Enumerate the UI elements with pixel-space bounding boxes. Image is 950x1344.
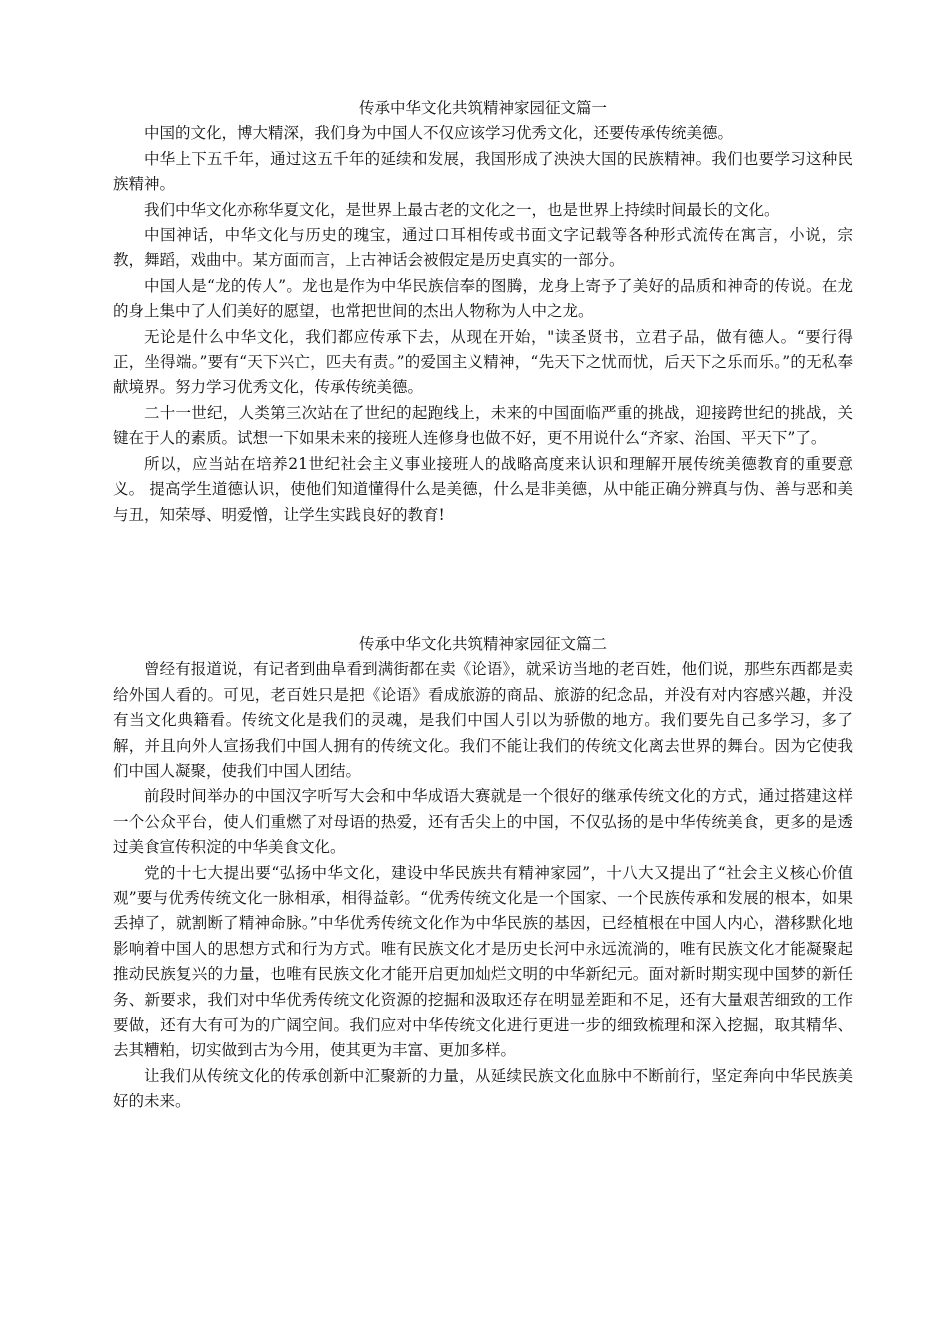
paragraph: 党的十七大提出要“弘扬中华文化，建设中华民族共有精神家园”，十八大又提出了“社会主义核心价值观”要与优秀传统文化一脉相承，相得益彰。“优秀传统文化是一个国家、一个民族传承和发展的根本，如果丢掉了，就割断了精神命脉。”中华优秀传统文化作为中华民族的基因，已经植根在中国人内心，潜移默化地影响着中国人的思想方式和行为方式。唯有民族文化才是历史长河中永远流淌的，唯有民族文化才能凝聚起推动民族复兴的力量，也唯有民族文化才能开启更加灿烂文明的中华新纪元。面对新时期实现中国梦的新任务、新要求，我们对中华优秀传统文化资源的挖掘和汲取还存在明显差距和不足，还有大量艰苦细致的工作要做，还有大有可为的广阔空间。我们应对中华传统文化进行更进一步的细致梳理和深入挖掘，取其精华、去其糟粕，切实做到古为今用，使其更为丰富、更加多样。: [113, 863, 853, 1060]
paragraph: 我们中华文化亦称华夏文化，是世界上最古老的文化之一，也是世界上持续时间最长的文化。: [144, 200, 780, 219]
paragraph: 中国神话，中华文化与历史的瑰宝，通过口耳相传或书面文字记载等各种形式流传在寓言，小说，宗教，舞蹈，戏曲中。某方面而言，上古神话会被假定是历史真实的一部分。: [113, 226, 853, 270]
paragraph: 中华上下五千年，通过这五千年的延续和发展，我国形成了泱泱大国的民族精神。我们也要学习这种民族精神。: [113, 149, 853, 194]
essay-title: 传承中华文化共筑精神家园征文篇二: [358, 634, 607, 653]
essay-section-1: [113, 96, 853, 528]
paragraph: 让我们从传统文化的传承创新中汇聚新的力量，从延续民族文化血脉中不断前行，坚定奔向中华民族美好的未来。: [113, 1066, 853, 1111]
paragraph: 二十一世纪，人类第三次站在了世纪的起跑线上，未来的中国面临严重的挑战，迎接跨世纪的挑战，关键在于人的素质。试想一下如果未来的接班人连修身也做不好，更不用说什么“齐家、治国、平天下”了。: [113, 403, 853, 448]
paragraph: 前段时间举办的中国汉字听写大会和中华成语大赛就是一个很好的继承传统文化的方式，通过搭建这样一个公众平台，使人们重燃了对母语的热爱，还有舌尖上的中国，不仅弘扬的是中华传统美食，更多的是透过美食宣传积淀的中华美食文化。: [113, 787, 853, 857]
essay-title: 传承中华文化共筑精神家园征文篇一: [358, 99, 607, 117]
paragraph: 曾经有报道说，有记者到曲阜看到满街都在卖《论语》，就采访当地的老百姓，他们说，那些东西都是卖给外国人看的。可见，老百姓只是把《论语》看成旅游的商品、旅游的纪念品，并没有对内容感兴趣，并没有当文化典籍看。传统文化是我们的灵魂，是我们中国人引以为骄傲的地方。我们要先自己多学习，多了解，并且向外人宣扬我们中国人拥有的传统文化。我们不能让我们的传统文化离去世界的舞台。因为它使我们中国人凝聚，使我们中国人团结。: [113, 660, 853, 780]
essay-section-2: [113, 632, 853, 1115]
paragraph: 中国的文化，博大精深，我们身为中国人不仅应该学习优秀文化，还要传承传统美德。: [144, 124, 734, 143]
paragraph: 中国人是“龙的传人”。龙也是作为中华民族信奉的图腾，龙身上寄予了美好的品质和神奇的传说。在龙的身上集中了人们美好的愿望，也常把世间的杰出人物称为人中之龙。: [113, 276, 853, 321]
paragraph: 所以，应当站在培养21世纪社会主义事业接班人的战略高度来认识和理解开展传统美德教育的重要意义。 提高学生道德认识，使他们知道懂得什么是美德，什么是非美德，从中能正确分辨真与伪、善与恶和美与丑，知荣辱、明爱憎，让学生实践良好的教育!: [113, 454, 853, 524]
section-spacer: [113, 528, 853, 632]
paragraph: 无论是什么中华文化，我们都应传承下去，从现在开始，"读圣贤书，立君子品，做有德人。“要行得正，坐得端。”要有“天下兴亡，匹夫有责。”的爱国主义精神，“先天下之忧而忧，后天下之乐而乐。”的无私奉献境界。努力学习优秀文化，传承传统美德。: [113, 327, 853, 397]
document-page: [113, 96, 853, 1115]
